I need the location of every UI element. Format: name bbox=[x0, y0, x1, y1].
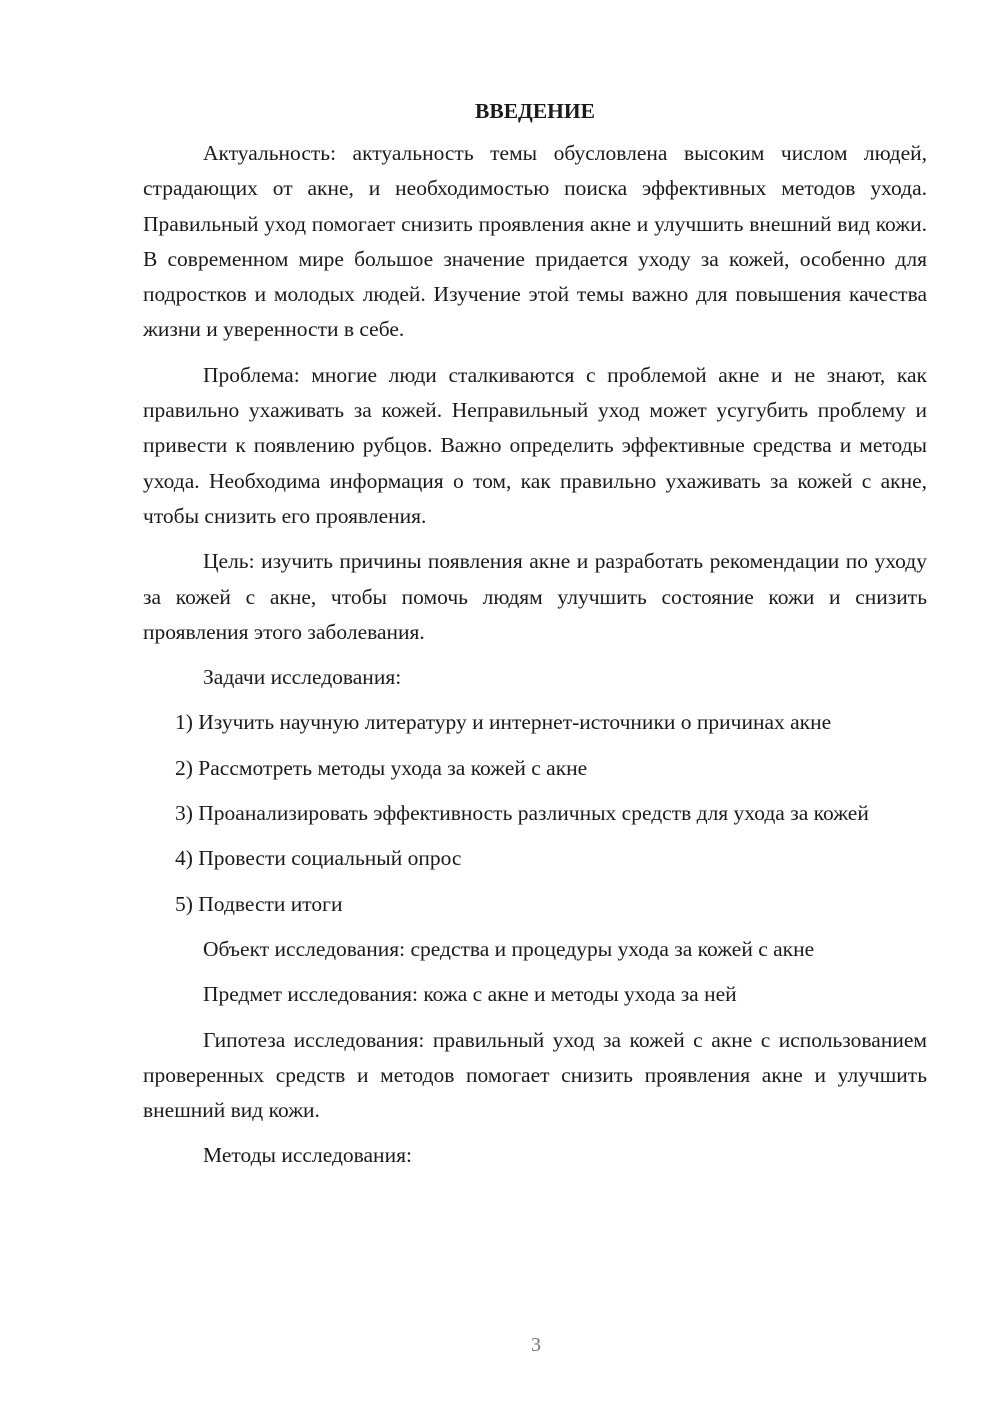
methods-heading: Методы исследования: bbox=[203, 1143, 412, 1168]
task-item-3: 3) Проанализировать эффективность различных средств для ухода за кожей bbox=[175, 801, 869, 826]
research-object: Объект исследования: средства и процедуры ухода за кожей с акне bbox=[203, 936, 815, 961]
task-item-4: 4) Провести социальный опрос bbox=[175, 846, 462, 871]
goal-paragraph: Цель: изучить причины появления акне и разработать рекомендации по уходу за кожей с акне, чтобы помочь людям улучшить состояние кожи и снизить проявления этого заболевания. bbox=[143, 549, 927, 644]
research-hypothesis: Гипотеза исследования: правильный уход за кожей с акне с использованием проверенных средств и методов помогает снизить проявления акне и улучшить внешний вид кожи. bbox=[143, 1027, 927, 1123]
task-item-5: 5) Подвести итоги bbox=[175, 891, 343, 916]
task-item-2: 2) Рассмотреть методы ухода за кожей с акне bbox=[175, 755, 588, 780]
problem-paragraph: Проблема: многие люди сталкиваются с проблемой акне и не знают, как правильно ухаживать за кожей. Неправильный уход может усугубить проблему и привести к появлению рубцов. Важно определить эффективные средства и методы ухода. Необходима информация о том, как правильно ухаживать за кожей с акне, чтобы снизить его проявления. bbox=[143, 362, 927, 528]
relevance-paragraph: Актуальность: актуальность темы обусловлена высоким числом людей, страдающих от акне, и необходимостью поиска эффективных методов ухода. Правильный уход помогает снизить проявления акне и улучшить внешний вид кожи. В современном мире большое значение придается уходу за кожей, особенно для подростков и молодых людей. Изучение этой темы важно для повышения качества жизни и уверенности в себе. bbox=[143, 141, 927, 342]
task-item-1: 1) Изучить научную литературу и интернет-источники о причинах акне bbox=[175, 710, 832, 735]
tasks-heading: Задачи исследования: bbox=[203, 665, 402, 690]
research-subject: Предмет исследования: кожа с акне и методы ухода за ней bbox=[203, 982, 737, 1007]
page-number: 3 bbox=[531, 1334, 541, 1356]
page-content bbox=[143, 96, 927, 1184]
section-title: ВВЕДЕНИЕ bbox=[475, 99, 595, 123]
